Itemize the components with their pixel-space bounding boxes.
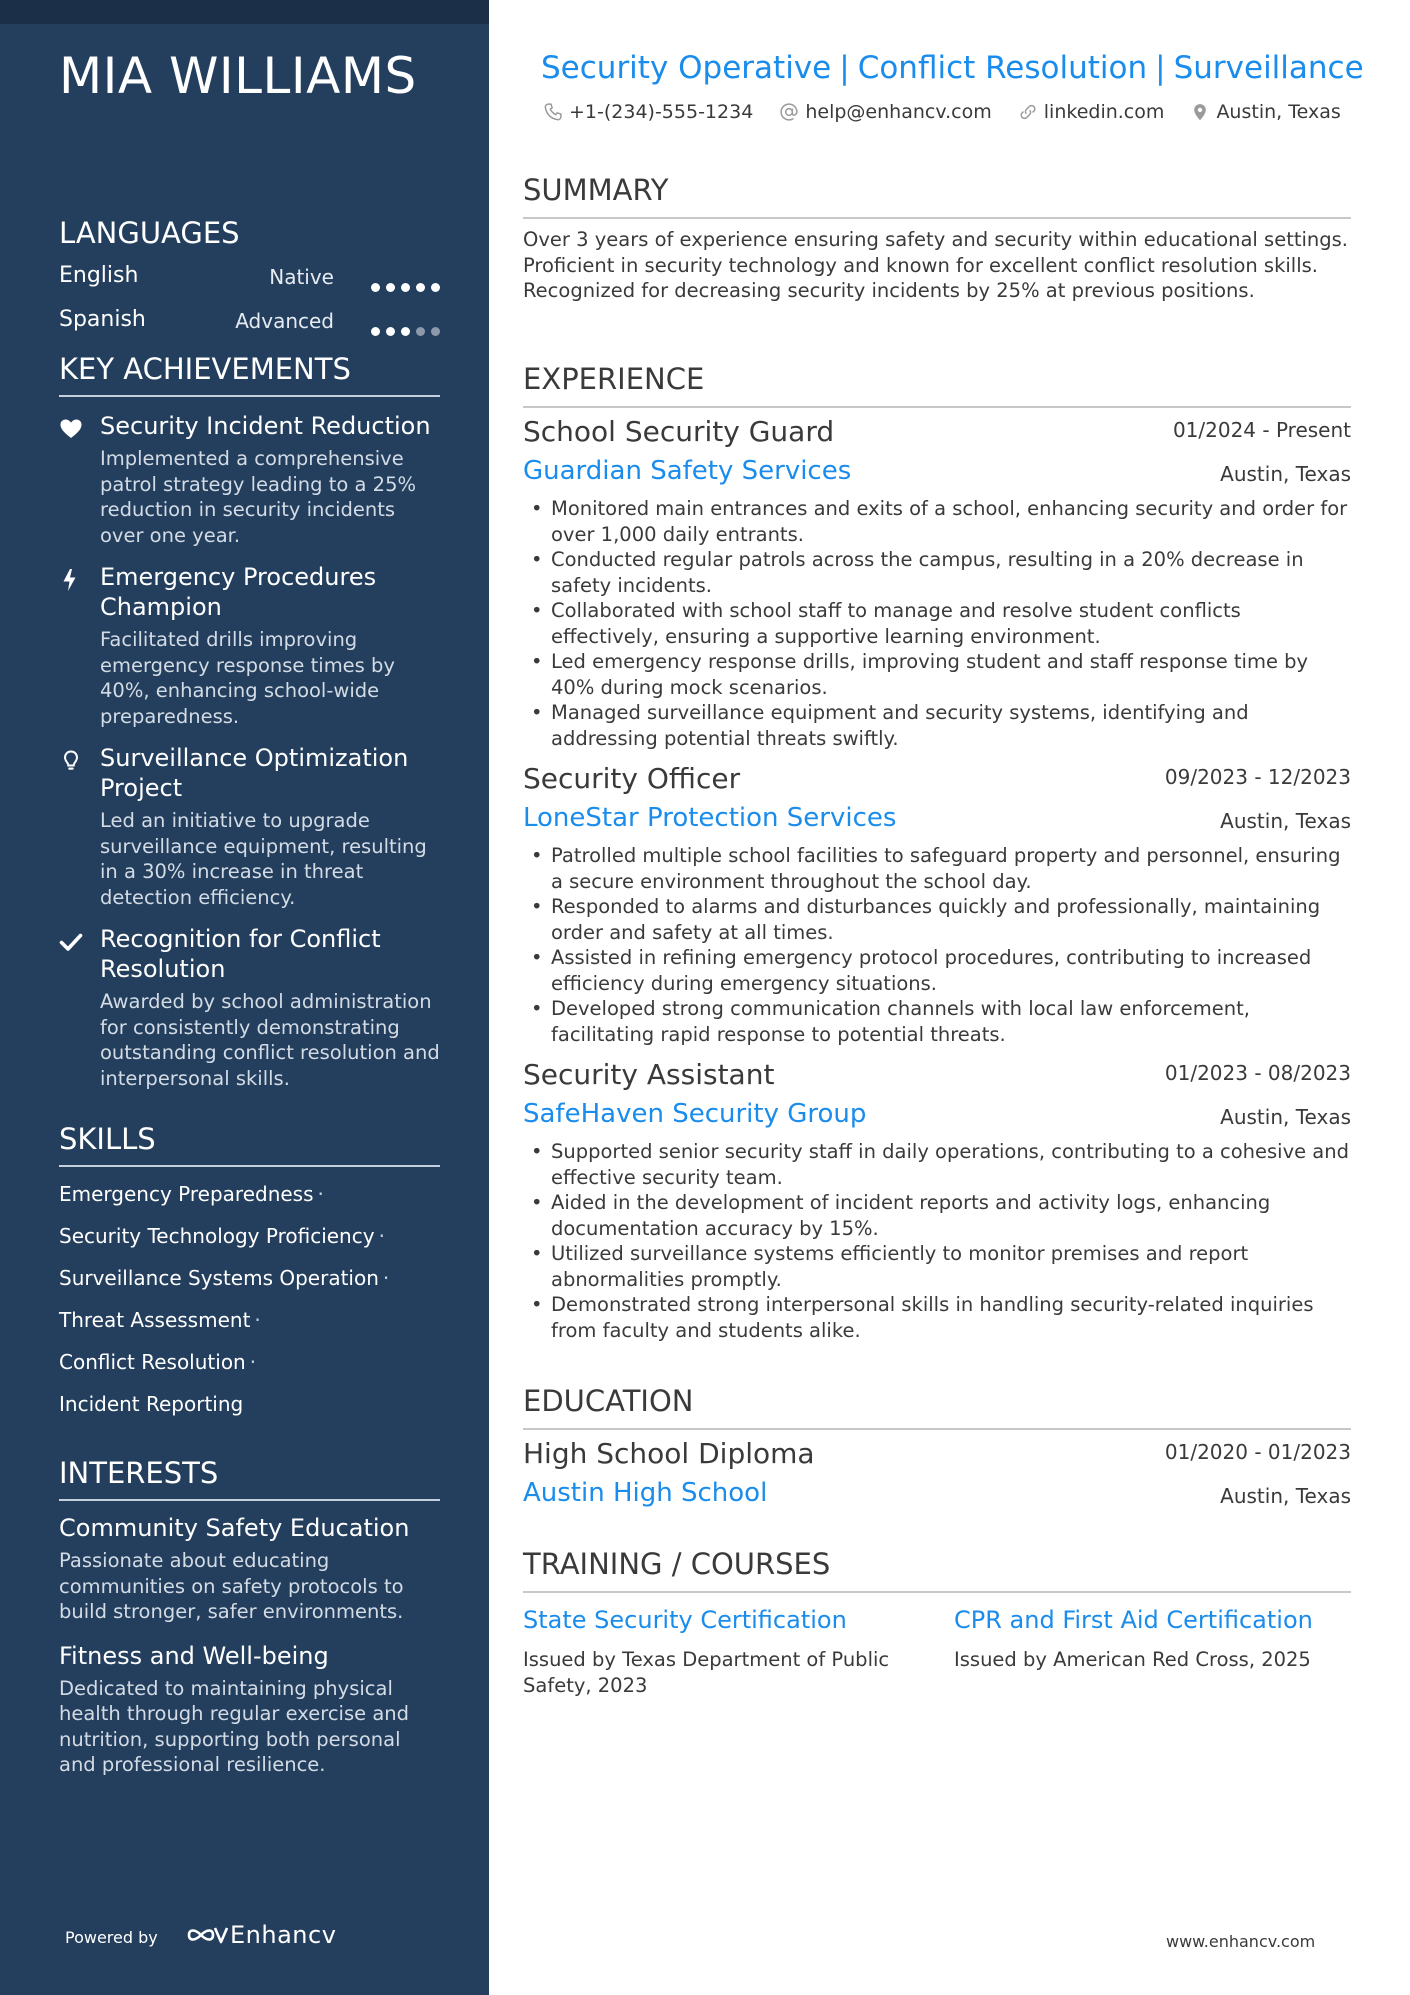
job-bullet: • Patrolled multiple school facilities to safeguard property and personnel, ensuring a secure environment throughout the school day. [523, 843, 1351, 894]
job-bullet: • Monitored main entrances and exits of a school, enhancing security and order for over 1,000 daily entrants. [523, 496, 1351, 547]
skill-item [59, 1177, 440, 1219]
contact-linkedin[interactable] [1018, 101, 1165, 123]
location-pin-icon [1190, 102, 1210, 122]
languages-section [59, 215, 440, 343]
job-bullet: • Demonstrated strong interpersonal skills in handling security-related inquiries from faculty and students alike. [523, 1292, 1351, 1343]
training-section [523, 1546, 1351, 1725]
headline-role: Surveillance [1173, 50, 1364, 86]
job-date: 01/2023 - 08/2023 [1164, 1061, 1351, 1085]
course-title: State Security Certification [523, 1606, 847, 1634]
language-name: Spanish [59, 307, 146, 332]
skill-label: Surveillance Systems Operation [59, 1266, 379, 1290]
enhancv-logo-icon [185, 1920, 231, 1950]
job-title: School Security Guard [523, 415, 835, 448]
job-title: Security Assistant [523, 1058, 775, 1091]
interest-description: Passionate about educating communities on safety protocols to build stronger, safer environments. [59, 1549, 404, 1623]
interest-title: Fitness and Well-being [59, 1641, 329, 1670]
proficiency-dot-empty [416, 327, 425, 336]
achievement-title: Surveillance Optimization Project [100, 744, 409, 802]
education-section [523, 1383, 1351, 1510]
at-icon [779, 102, 799, 122]
headline [541, 48, 1364, 88]
job-bullet: • Utilized surveillance systems efficiently to monitor premises and report abnormalities promptly. [523, 1241, 1351, 1292]
course-title: CPR and First Aid Certification [954, 1606, 1313, 1634]
course-item [523, 1605, 923, 1698]
skill-label: Security Technology Proficiency [59, 1224, 375, 1248]
skill-label: Incident Reporting [59, 1392, 244, 1416]
skill-item [59, 1219, 440, 1261]
job-bullet: • Assisted in refining emergency protocol procedures, contributing to increased efficiency during emergency situations. [523, 945, 1351, 996]
sidebar-top-bar [0, 0, 489, 24]
achievement-item [59, 562, 440, 729]
experience-entry [523, 414, 1351, 751]
proficiency-dot-filled [401, 283, 410, 292]
skills-heading: SKILLS [59, 1121, 440, 1167]
job-bullet: • Collaborated with school staff to manage and resolve student conflicts effectively, ensuring a supportive learning environment. [523, 598, 1351, 649]
course-item [954, 1605, 1354, 1673]
job-company: Guardian Safety Services [523, 456, 852, 486]
job-date: 09/2023 - 12/2023 [1164, 765, 1351, 789]
skill-item [59, 1303, 440, 1345]
headline-separator: | [839, 50, 850, 86]
job-company: SafeHaven Security Group [523, 1099, 867, 1129]
skill-separator: · [254, 1308, 261, 1332]
sidebar-content [59, 44, 440, 1778]
summary-text: Over 3 years of experience ensuring safety and security within educational settings. Proficient in security technology and known for excellent conflict resolution skills. Recognized for decreasing security incidents by 25% at previous positions. [523, 228, 1349, 302]
job-bullet: • Conducted regular patrols across the campus, resulting in a 20% decrease in safety incidents. [523, 547, 1351, 598]
skills-section [59, 1121, 440, 1429]
language-proficiency-dots [365, 273, 440, 283]
headline-separator: | [1155, 50, 1166, 86]
language-row [59, 255, 440, 299]
language-level: Native [269, 265, 334, 289]
skill-separator: · [317, 1182, 324, 1206]
proficiency-dot-filled [371, 283, 380, 292]
contact-email[interactable] [779, 101, 991, 123]
degree-title: High School Diploma [523, 1437, 815, 1470]
job-bullet: • Managed surveillance equipment and security systems, identifying and addressing potential threats swiftly. [523, 700, 1351, 751]
phone-icon [543, 102, 563, 122]
enhancv-brand-name: Enhancv [230, 1921, 337, 1949]
language-proficiency-dots [365, 317, 440, 327]
achievement-description: Implemented a comprehensive patrol strategy leading to a 25% reduction in security incidents over one year. [100, 447, 416, 547]
job-date: 01/2024 - Present [1172, 418, 1351, 442]
achievement-title: Recognition for Conflict Resolution [100, 925, 381, 983]
language-name: English [59, 263, 139, 288]
contact-bar [543, 101, 1361, 127]
job-bullet: • Developed strong communication channels with local law enforcement, facilitating rapid response to potential threats. [523, 996, 1351, 1047]
skill-separator: · [378, 1224, 385, 1248]
achievement-description: Led an initiative to upgrade surveillance equipment, resulting in a 30% increase in threat detection efficiency. [100, 809, 427, 909]
job-bullet: • Led emergency response drills, improving student and staff response time by 40% during mock scenarios. [523, 649, 1351, 700]
proficiency-dot-filled [371, 327, 380, 336]
proficiency-dot-filled [431, 283, 440, 292]
summary-heading: SUMMARY [523, 172, 1351, 219]
achievement-description: Facilitated drills improving emergency response times by 40%, enhancing school-wide preparedness. [100, 628, 395, 728]
candidate-name: MIA WILLIAMS [59, 47, 417, 105]
proficiency-dot-filled [386, 283, 395, 292]
contact-location [1190, 101, 1340, 123]
job-company: LoneStar Protection Services [523, 803, 897, 833]
skill-item [59, 1345, 440, 1387]
job-title: Security Officer [523, 762, 741, 795]
phone-text: +1-(234)-555-1234 [569, 101, 754, 123]
achievement-item [59, 924, 440, 1091]
headline-role: Security Operative [541, 50, 832, 86]
education-entry [523, 1436, 1351, 1510]
headline-role: Conflict Resolution [857, 50, 1148, 86]
skill-separator: · [382, 1266, 390, 1290]
job-bullets [523, 496, 1351, 751]
interests-section [59, 1455, 440, 1778]
achievement-title: Emergency Procedures Champion [100, 563, 377, 621]
skill-label: Conflict Resolution [59, 1350, 246, 1374]
proficiency-dot-empty [431, 327, 440, 336]
experience-entry [523, 761, 1351, 1047]
skill-label: Threat Assessment [59, 1308, 251, 1332]
powered-by-label: Powered by [65, 1928, 158, 1947]
job-bullet: • Supported senior security staff in daily operations, contributing to a cohesive and effective security team. [523, 1139, 1351, 1190]
email-text: help@enhancv.com [805, 101, 992, 123]
skill-item [59, 1261, 440, 1303]
contact-phone[interactable] [543, 101, 753, 123]
interests-heading: INTERESTS [59, 1455, 440, 1501]
job-bullets [523, 1139, 1351, 1343]
achievement-description: Awarded by school administration for consistently demonstrating outstanding conflict resolution and interpersonal skills. [100, 990, 440, 1090]
training-heading: TRAINING / COURSES [523, 1546, 1351, 1593]
school-name: Austin High School [523, 1478, 768, 1508]
job-bullets [523, 843, 1351, 1047]
achievements-heading: KEY ACHIEVEMENTS [59, 351, 440, 397]
interest-title: Community Safety Education [59, 1514, 410, 1542]
education-heading: EDUCATION [523, 1383, 1351, 1430]
check-icon [59, 930, 83, 954]
interest-description: Dedicated to maintaining physical health through regular exercise and nutrition, supporting both personal and professional resilience. [59, 1676, 410, 1776]
job-location: Austin, Texas [1220, 462, 1351, 486]
location-text: Austin, Texas [1216, 101, 1341, 123]
achievement-item [59, 411, 440, 548]
achievements-section [59, 351, 440, 1091]
lightbulb-icon [59, 749, 83, 773]
skill-item [59, 1387, 440, 1429]
proficiency-dot-filled [416, 283, 425, 292]
experience-section [523, 361, 1351, 1343]
language-level: Advanced [235, 309, 334, 333]
proficiency-dot-filled [386, 327, 395, 336]
job-location: Austin, Texas [1220, 809, 1351, 833]
summary-section [523, 172, 1351, 304]
skill-label: Emergency Preparedness [59, 1182, 314, 1206]
link-icon [1018, 102, 1038, 122]
job-bullet: • Aided in the development of incident reports and activity logs, enhancing documentation accuracy by 15%. [523, 1190, 1351, 1241]
achievement-title: Security Incident Reduction [100, 412, 431, 440]
bolt-icon [59, 568, 83, 592]
course-description: Issued by Texas Department of Public Safety, 2023 [523, 1648, 890, 1697]
experience-entry [523, 1057, 1351, 1343]
school-location: Austin, Texas [1220, 1484, 1351, 1508]
course-description: Issued by American Red Cross, 2025 [954, 1648, 1311, 1671]
proficiency-dot-filled [401, 327, 410, 336]
experience-heading: EXPERIENCE [523, 361, 1351, 408]
job-bullet: • Responded to alarms and disturbances quickly and professionally, maintaining order and safety at all times. [523, 894, 1351, 945]
footer-website[interactable]: www.enhancv.com [1166, 1932, 1316, 1951]
heart-icon [59, 417, 83, 441]
skill-separator: · [249, 1350, 257, 1374]
skills-list [59, 1177, 440, 1429]
achievement-item [59, 743, 440, 910]
language-row [59, 299, 440, 343]
job-location: Austin, Texas [1220, 1105, 1351, 1129]
courses-list [523, 1605, 1351, 1725]
education-date: 01/2020 - 01/2023 [1164, 1440, 1351, 1464]
languages-heading: LANGUAGES [59, 216, 240, 250]
sidebar [0, 0, 489, 1995]
linkedin-text: linkedin.com [1043, 101, 1165, 123]
